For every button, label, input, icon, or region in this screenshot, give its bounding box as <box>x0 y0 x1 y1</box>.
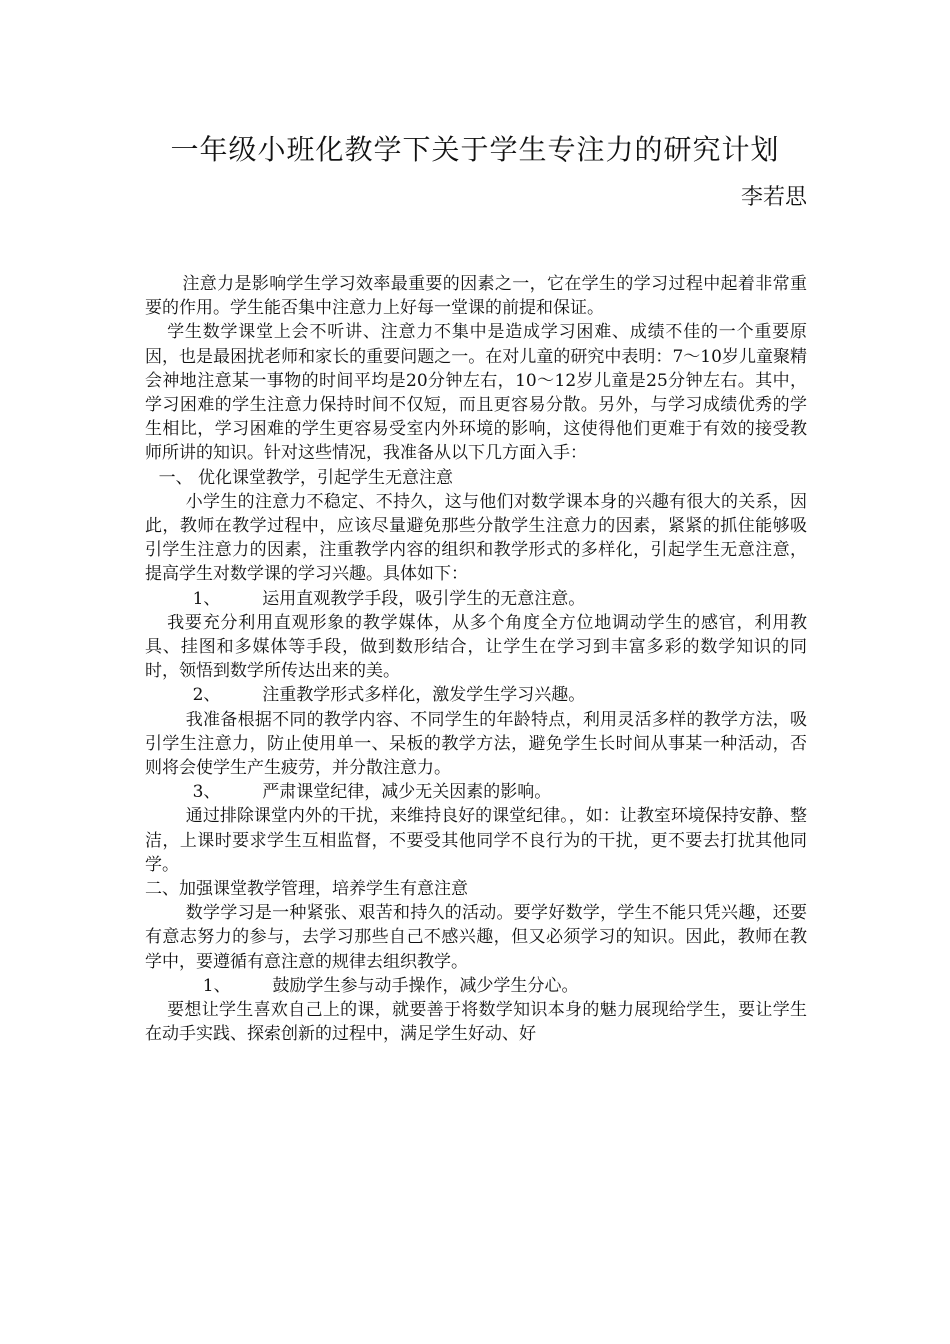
subsection-heading <box>145 683 807 707</box>
subsection-number: 1、 <box>202 975 231 996</box>
section-heading: 一、 优化课堂教学，引起学生无意注意 <box>158 467 453 488</box>
subsection-text: 注重教学形式多样化，激发学生学习兴趣。 <box>262 685 586 706</box>
paragraph: 注意力是影响学生学习效率最重要的因素之一，它在学生的学习过程中起着非常重要的作用。学生能否集中注意力上好每一堂课的前提和保证。 <box>145 274 807 319</box>
paragraph: 我准备根据不同的教学内容、不同学生的年龄特点，利用灵活多样的教学方法，吸引学生注意力，防止使用单一、呆板的教学方法，避免学生长时间从事某一种活动，否则将会使学生产生疲劳，并分散注意力。 <box>145 709 807 779</box>
subsection-heading <box>145 780 807 804</box>
subsection-heading <box>145 587 807 611</box>
section-heading: 二、加强课堂教学管理，培养学生有意注意 <box>145 879 468 900</box>
subsection-text: 严肃课堂纪律，减少无关因素的影响。 <box>262 782 552 803</box>
document-title: 一年级小班化教学下关于学生专注力的研究计划 <box>170 133 780 166</box>
subsection-text: 鼓励学生参与动手操作，减少学生分心。 <box>272 975 579 996</box>
paragraph: 学生数学课堂上会不听讲、注意力不集中是造成学习困难、成绩不佳的一个重要原因，也是最困扰老师和家长的重要问题之一。在对儿童的研究中表明：7～10岁儿童聚精会神地注意某一事物的时间平均是20分钟左右，10～12岁儿童是25分钟左右。其中，学习困难的学生注意力保持时间不仅短，而且更容易分散。另外，与学习成绩优秀的学生相比，学习困难的学生更容易受室内外环境的影响，这使得他们更难于有效的接受教师所讲的知识。针对这些情况，我准备从以下几方面入手： <box>145 322 807 464</box>
document-author: 李若思 <box>740 185 807 210</box>
paragraph: 我要充分利用直观形象的教学媒体，从多个角度全方位地调动学生的感官，利用教具、挂图和多媒体等手段，做到数形结合，让学生在学习到丰富多彩的数学知识的同时，领悟到数学所传达出来的美。 <box>145 612 807 682</box>
subsection-number: 1、 <box>192 588 221 609</box>
subsection-text: 运用直观教学手段，吸引学生的无意注意。 <box>262 588 586 609</box>
subsection-number: 2、 <box>192 685 221 706</box>
subsection-heading <box>145 974 807 998</box>
paragraph: 数学学习是一种紧张、艰苦和持久的活动。要学好数学，学生不能只凭兴趣，还要有意志努力的参与，去学习那些自己不感兴趣，但又必须学习的知识。因此，教师在教学中，要遵循有意注意的规律去组织教学。 <box>145 903 807 972</box>
document-body <box>145 272 807 1047</box>
paragraph: 通过排除课堂内外的干扰，来维持良好的课堂纪律。，如：让教室环境保持安静、整洁，上课时要求学生互相监督，不要受其他同学不良行为的干扰，更不要去打扰其他同学。 <box>145 806 807 875</box>
paragraph: 小学生的注意力不稳定、不持久，这与他们对数学课本身的兴趣有很大的关系，因此，教师在教学过程中，应该尽量避免那些分散学生注意力的因素，紧紧的抓住能够吸引学生注意力的因素，注重教学内容的组织和教学形式的多样化，引起学生无意注意，提高学生对数学课的学习兴趣。具体如下： <box>145 491 807 585</box>
subsection-number: 3、 <box>192 782 221 803</box>
paragraph: 要想让学生喜欢自己上的课，就要善于将数学知识本身的魅力展现给学生，要让学生在动手实践、探索创新的过程中，满足学生好动、好 <box>145 1000 807 1045</box>
